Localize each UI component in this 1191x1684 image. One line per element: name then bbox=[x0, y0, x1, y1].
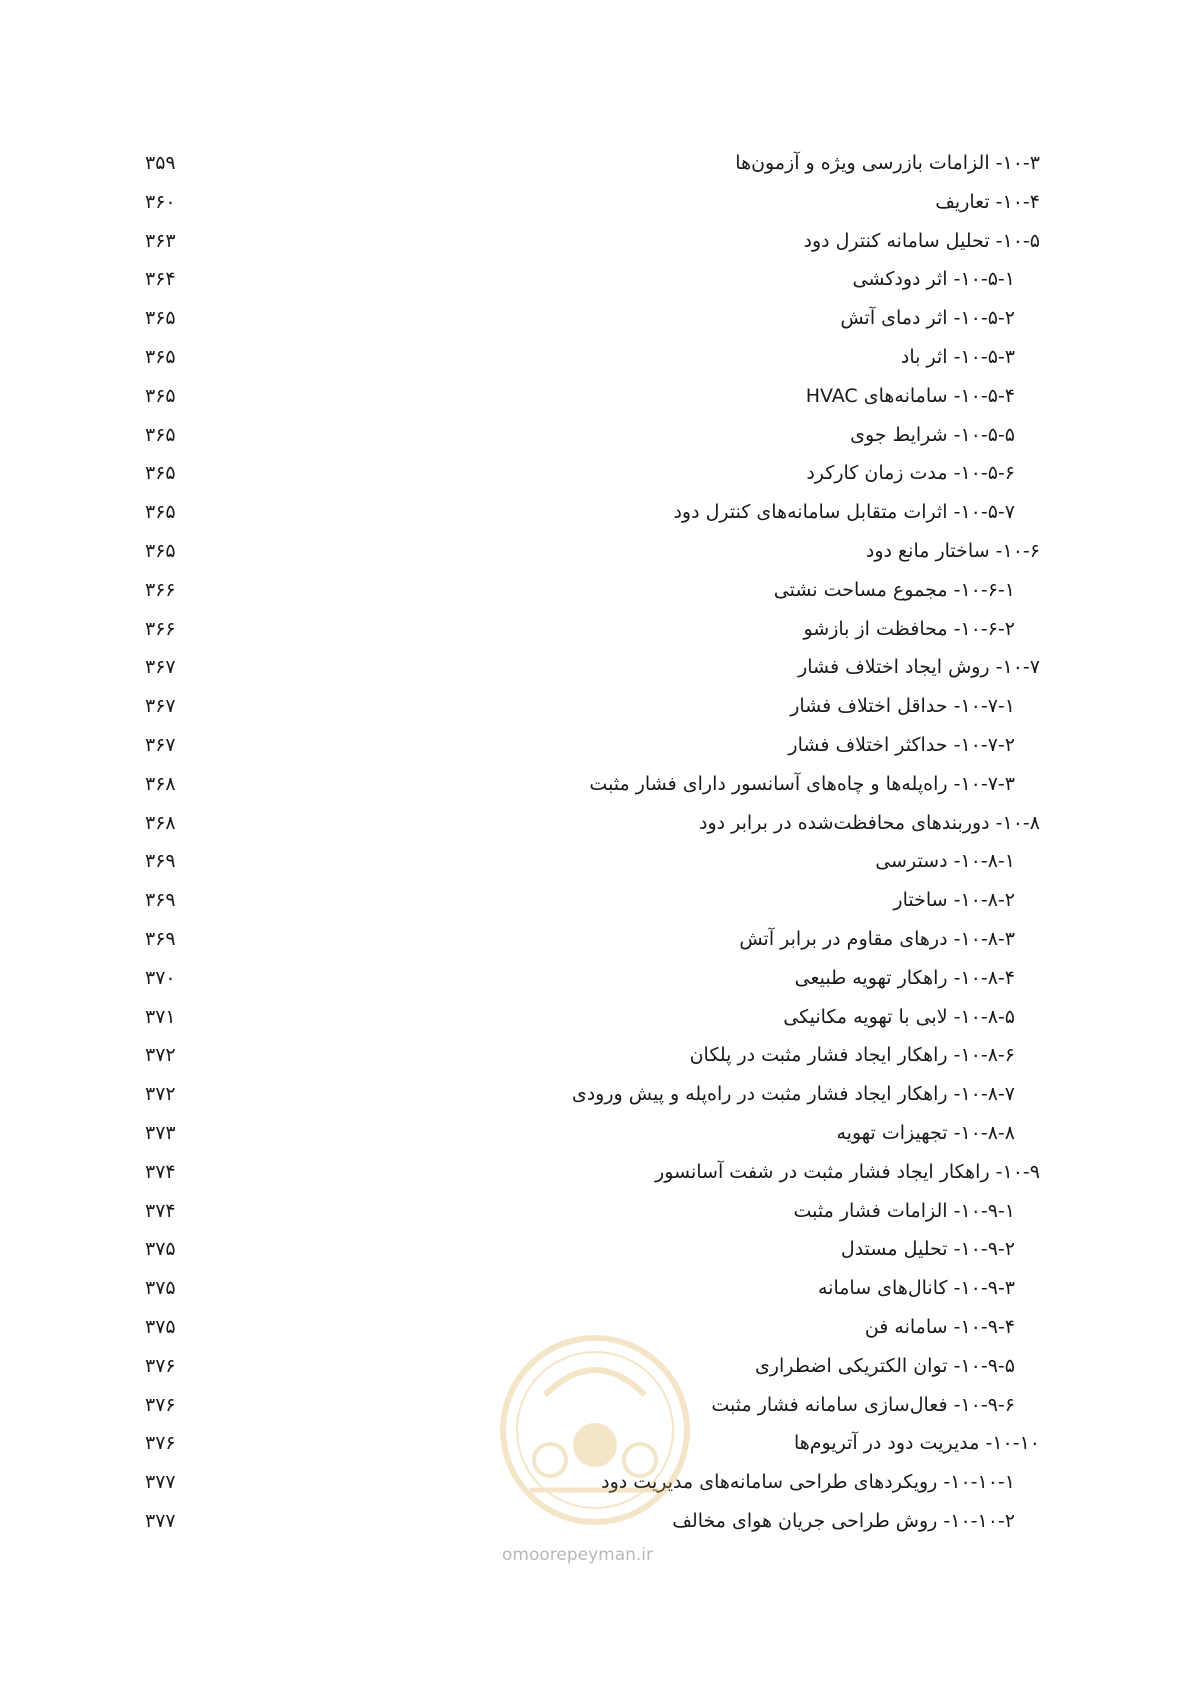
toc-entry[interactable] bbox=[140, 144, 1040, 183]
toc-entry-title: ۱۰-۵-۴- سامانه‌های HVAC bbox=[805, 384, 1015, 407]
toc-entry[interactable] bbox=[140, 804, 1040, 843]
toc-entry-page: ۳۶۶ bbox=[145, 578, 176, 601]
toc-entry-page: ۳۷۲ bbox=[145, 1044, 176, 1067]
toc-entry-title: ۱۰-۸-۶- راهکار ایجاد فشار مثبت در پلکان bbox=[689, 1044, 1015, 1067]
toc-entry[interactable] bbox=[140, 842, 1040, 881]
toc-entry[interactable] bbox=[140, 881, 1040, 920]
toc-entry[interactable] bbox=[140, 1386, 1040, 1425]
toc-entry-page: ۳۷۵ bbox=[145, 1315, 176, 1338]
toc-entry-page: ۳۶۷ bbox=[145, 656, 176, 679]
toc-entry[interactable] bbox=[140, 377, 1040, 416]
toc-entry-page: ۳۷۶ bbox=[145, 1354, 176, 1377]
toc-entry-page: ۳۶۷ bbox=[145, 695, 176, 718]
toc-entry-page: ۳۷۱ bbox=[145, 1005, 176, 1028]
toc-entry-page: ۳۶۶ bbox=[145, 617, 176, 640]
toc-entry-title: ۱۰-۹-۶- فعال‌سازی سامانه فشار مثبت bbox=[711, 1393, 1015, 1416]
toc-entry-title: ۱۰-۹- راهکار ایجاد فشار مثبت در شفت آسانسور bbox=[655, 1160, 1040, 1183]
toc-entry-title: ۱۰-۵- تحلیل سامانه کنترل دود bbox=[803, 229, 1040, 252]
toc-entry-page: ۳۶۵ bbox=[145, 345, 176, 368]
toc-entry-page: ۳۶۷ bbox=[145, 733, 176, 756]
toc-entry-page: ۳۷۷ bbox=[145, 1471, 176, 1494]
watermark-url: omoorepeyman.ir bbox=[502, 1545, 654, 1565]
toc-entry-page: ۳۷۵ bbox=[145, 1277, 176, 1300]
toc-entry-title: ۱۰-۹-۵- توان الکتریکی اضطراری bbox=[754, 1354, 1015, 1377]
toc-entry[interactable] bbox=[140, 260, 1040, 299]
toc-entry[interactable] bbox=[140, 1114, 1040, 1153]
toc-entry-title: ۱۰-۱۰-۲- روش طراحی جریان هوای مخالف bbox=[672, 1509, 1015, 1532]
toc-entry-page: ۳۶۰ bbox=[145, 190, 176, 213]
toc-entry-title: ۱۰-۷- روش ایجاد اختلاف فشار bbox=[798, 656, 1040, 679]
table-of-contents bbox=[140, 144, 1040, 1541]
toc-entry-page: ۳۷۲ bbox=[145, 1083, 176, 1106]
toc-entry-page: ۳۶۸ bbox=[145, 811, 176, 834]
toc-entry-title: ۱۰-۱۰-۱- رویکردهای طراحی سامانه‌های مدیریت دود bbox=[601, 1471, 1015, 1494]
toc-entry[interactable] bbox=[140, 1075, 1040, 1114]
toc-entry-title: ۱۰-۵-۵- شرایط جوی bbox=[850, 423, 1015, 446]
toc-entry-title: ۱۰-۹-۴- سامانه فن bbox=[864, 1315, 1015, 1338]
toc-entry-page: ۳۵۹ bbox=[145, 152, 176, 174]
toc-entry-page: ۳۶۵ bbox=[145, 462, 176, 485]
toc-entry[interactable] bbox=[140, 726, 1040, 765]
toc-entry-page: ۳۶۸ bbox=[145, 772, 176, 795]
toc-entry[interactable] bbox=[140, 1153, 1040, 1192]
toc-entry-page: ۳۶۴ bbox=[145, 268, 176, 291]
toc-entry[interactable] bbox=[140, 920, 1040, 959]
toc-entry[interactable] bbox=[140, 222, 1040, 261]
toc-entry-title: ۱۰-۸-۳- درهای مقاوم در برابر آتش bbox=[739, 927, 1015, 950]
toc-entry-title: ۱۰-۴- تعاریف bbox=[935, 190, 1040, 213]
toc-entry-page: ۳۶۹ bbox=[145, 927, 176, 950]
toc-entry[interactable] bbox=[140, 1269, 1040, 1308]
toc-entry[interactable] bbox=[140, 1463, 1040, 1502]
toc-entry[interactable] bbox=[140, 1424, 1040, 1463]
toc-entry-title: ۱۰-۶- ساختار مانع دود bbox=[865, 539, 1040, 562]
toc-entry-page: ۳۶۵ bbox=[145, 539, 176, 562]
toc-entry-title: ۱۰-۸-۴- راهکار تهویه طبیعی bbox=[794, 966, 1015, 989]
toc-entry-page: ۳۶۹ bbox=[145, 889, 176, 912]
toc-entry[interactable] bbox=[140, 959, 1040, 998]
toc-entry-title: ۱۰-۵-۲- اثر دمای آتش bbox=[840, 307, 1015, 330]
toc-entry-page: ۳۷۷ bbox=[145, 1509, 176, 1532]
toc-entry-title: ۱۰-۸-۸- تجهیزات تهویه bbox=[836, 1121, 1015, 1144]
toc-entry-page: ۳۷۵ bbox=[145, 1238, 176, 1261]
toc-entry[interactable] bbox=[140, 338, 1040, 377]
toc-entry-title: ۱۰-۸- دوربندهای محافظت‌شده در برابر دود bbox=[699, 811, 1040, 834]
toc-entry-page: ۳۷۳ bbox=[145, 1121, 176, 1144]
toc-entry-title: ۱۰-۸-۵- لابی با تهویه مکانیکی bbox=[783, 1005, 1015, 1028]
toc-entry[interactable] bbox=[140, 299, 1040, 338]
toc-entry-title: ۱۰-۵-۶- مدت زمان کارکرد bbox=[806, 462, 1015, 485]
toc-entry-page: ۳۶۵ bbox=[145, 307, 176, 330]
toc-entry[interactable] bbox=[140, 416, 1040, 455]
toc-entry-title: ۱۰-۷-۱- حداقل اختلاف فشار bbox=[790, 695, 1015, 718]
toc-entry-page: ۳۷۶ bbox=[145, 1393, 176, 1416]
toc-entry-title: ۱۰-۸-۱- دسترسی bbox=[875, 850, 1015, 873]
toc-entry-title: ۱۰-۱۰- مدیریت دود در آتریوم‌ها bbox=[793, 1432, 1040, 1455]
toc-entry[interactable] bbox=[140, 998, 1040, 1037]
toc-entry[interactable] bbox=[140, 1502, 1040, 1541]
toc-entry-title: ۱۰-۵-۷- اثرات متقابل سامانه‌های کنترل دود bbox=[673, 501, 1015, 524]
toc-entry-title: ۱۰-۶-۲- محافظت از بازشو bbox=[803, 617, 1015, 640]
toc-entry-title: ۱۰-۸-۲- ساختار bbox=[893, 889, 1015, 912]
toc-entry[interactable] bbox=[140, 765, 1040, 804]
toc-entry-title: ۱۰-۶-۱- مجموع مساحت نشتی bbox=[773, 578, 1015, 601]
toc-entry-page: ۳۷۴ bbox=[145, 1160, 176, 1183]
toc-entry[interactable] bbox=[140, 1036, 1040, 1075]
toc-entry-page: ۳۶۳ bbox=[145, 229, 176, 252]
toc-entry-title: ۱۰-۵-۱- اثر دودکشی bbox=[852, 268, 1015, 291]
toc-entry-title: ۱۰-۵-۳- اثر باد bbox=[900, 345, 1015, 368]
toc-entry[interactable] bbox=[140, 610, 1040, 649]
toc-entry-title: ۱۰-۷-۳- راه‌پله‌ها و چاه‌های آسانسور دارای فشار مثبت bbox=[589, 772, 1015, 795]
toc-entry[interactable] bbox=[140, 183, 1040, 222]
toc-entry-title: ۱۰-۷-۲- حداکثر اختلاف فشار bbox=[788, 733, 1015, 756]
toc-entry-page: ۳۶۵ bbox=[145, 384, 176, 407]
toc-entry[interactable] bbox=[140, 571, 1040, 610]
toc-entry[interactable] bbox=[140, 1192, 1040, 1231]
toc-entry-title: ۱۰-۹-۲- تحلیل مستدل bbox=[840, 1238, 1015, 1261]
toc-entry-page: ۳۷۴ bbox=[145, 1199, 176, 1222]
toc-entry-title: ۱۰-۳- الزامات بازرسی ویژه و آزمون‌ها bbox=[735, 152, 1040, 174]
toc-entry-title: ۱۰-۹-۱- الزامات فشار مثبت bbox=[793, 1199, 1015, 1222]
toc-entry-page: ۳۷۶ bbox=[145, 1432, 176, 1455]
toc-entry-page: ۳۶۵ bbox=[145, 501, 176, 524]
toc-entry-page: ۳۶۹ bbox=[145, 850, 176, 873]
toc-entry[interactable] bbox=[140, 1308, 1040, 1347]
toc-entry-page: ۳۷۰ bbox=[145, 966, 176, 989]
toc-entry[interactable] bbox=[140, 493, 1040, 532]
toc-entry[interactable] bbox=[140, 648, 1040, 687]
toc-entry-title: ۱۰-۸-۷- راهکار ایجاد فشار مثبت در راه‌پله و پیش ورودی bbox=[571, 1083, 1015, 1106]
toc-entry[interactable] bbox=[140, 1347, 1040, 1386]
toc-entry[interactable] bbox=[140, 532, 1040, 571]
toc-entry[interactable] bbox=[140, 687, 1040, 726]
toc-entry-page: ۳۶۵ bbox=[145, 423, 176, 446]
toc-entry[interactable] bbox=[140, 454, 1040, 493]
toc-entry[interactable] bbox=[140, 1230, 1040, 1269]
toc-entry-title: ۱۰-۹-۳- کانال‌های سامانه bbox=[817, 1277, 1015, 1300]
